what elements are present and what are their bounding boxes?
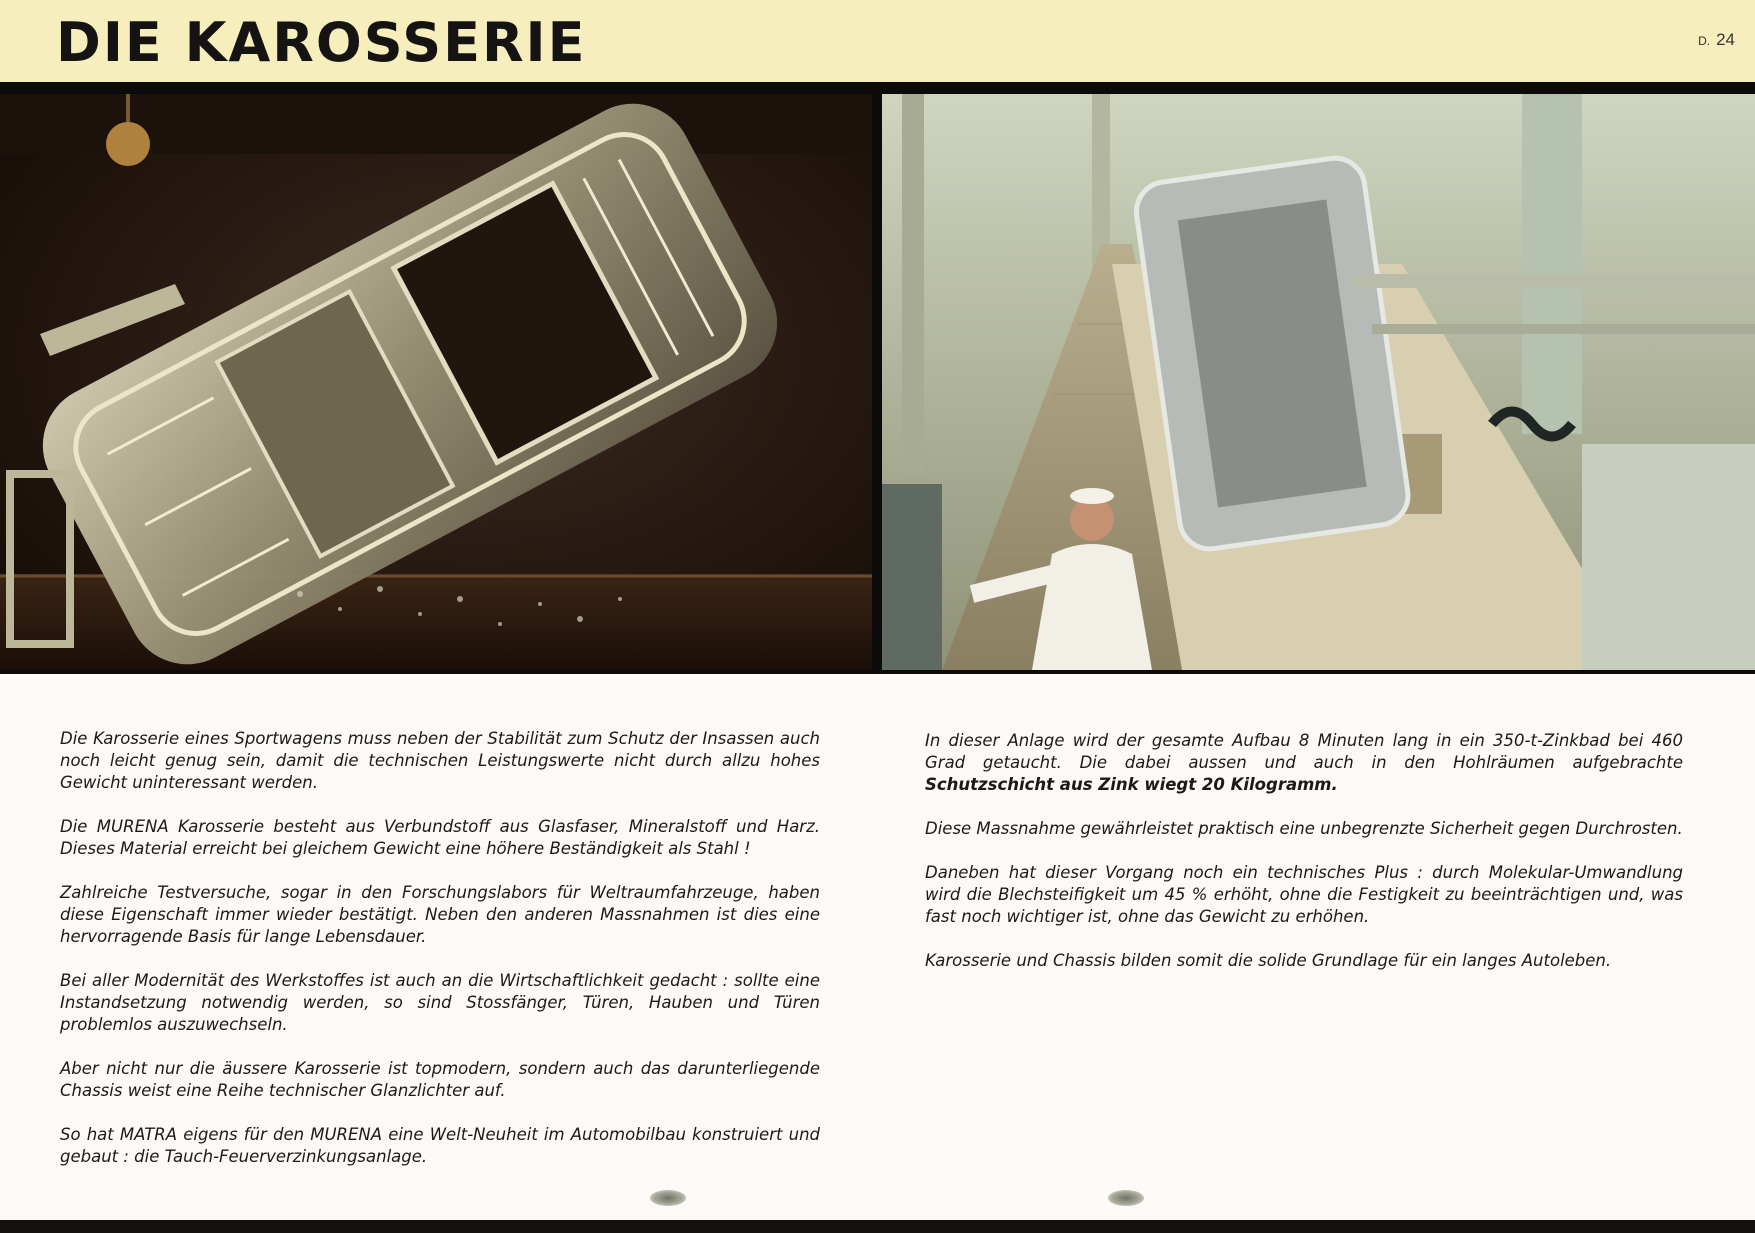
left-paragraph-3: Zahlreiche Testversuche, sogar in den Forschungslabors für Weltraumfahrzeuge, haben diese Eigenschaft immer wieder bestätigt. Neben den anderen Massnahmen ist dies eine hervorragende Basis für lange Lebensdauer. [60, 883, 820, 946]
left-text-column [60, 728, 820, 1190]
right-paragraph-2: Diese Massnahme gewährleistet praktisch eine unbegrenzte Sicherheit gegen Durchrosten. [925, 819, 1683, 838]
page-number [1698, 30, 1735, 50]
page-number-value: 24 [1716, 30, 1735, 49]
galvanizing-plant-photo [882, 94, 1755, 670]
page-title: DIE KAROSSERIE [56, 11, 587, 74]
staple-mark [1108, 1190, 1144, 1206]
car-body-shell-photo [0, 94, 872, 670]
right-paragraph-3: Daneben hat dieser Vorgang noch ein technisches Plus : durch Molekular-Umwandlung wird die Blechsteifigkeit um 45 % erhöht, ohne die Festigkeit zu beeinträchtigen und, was fast noch wichtiger ist, ohne das Gewicht zu erhöhen. [925, 863, 1683, 926]
page-header [0, 0, 1755, 82]
left-paragraph-6: So hat MATRA eigens für den MURENA eine Welt-Neuheit im Automobilbau konstruiert und gebaut : die Tauch-Feuerverzinkungsanlage. [60, 1125, 820, 1166]
galvanizing-plant-illustration [882, 94, 1755, 670]
zinc-layer-highlight: Schutzschicht aus Zink wiegt 20 Kilogramm. [925, 775, 1338, 794]
right-paragraph-1 [925, 730, 1683, 796]
right-paragraph-4: Karosserie und Chassis bilden somit die solide Grundlage für ein langes Autoleben. [925, 951, 1612, 970]
right-paragraph-1-text: In dieser Anlage wird der gesamte Aufbau 8 Minuten lang in ein 350-t-Zinkbad bei 460 Grad getaucht. Die dabei aussen und auch in den Hohlräumen aufgebrachte [925, 731, 1683, 772]
staple-mark [650, 1190, 686, 1206]
left-paragraph-5: Aber nicht nur die äussere Karosserie ist topmodern, sondern auch das darunterliegende Chassis weist eine Reihe technischer Glanzlichter auf. [60, 1059, 820, 1100]
right-text-column [925, 730, 1683, 994]
left-paragraph-1: Die Karosserie eines Sportwagens muss neben der Stabilität zum Schutz der Insassen auch noch leicht genug sein, damit die technischen Leistungswerte nicht durch allzu hohes Gewicht uninteressant werden. [60, 729, 820, 792]
left-paragraph-2: Die MURENA Karosserie besteht aus Verbundstoff aus Glasfaser, Mineralstoff und Harz. Dieses Material erreicht bei gleichem Gewicht eine höhere Beständigkeit als Stahl ! [60, 817, 820, 858]
page-number-prefix: D. [1698, 34, 1711, 48]
left-paragraph-4: Bei aller Modernität des Werkstoffes ist auch an die Wirtschaftlichkeit gedacht : sollte eine Instandsetzung notwendig werden, so sind Stossfänger, Türen, Hauben und Türen problemlos auszuwechseln. [60, 971, 820, 1034]
car-body-shell-illustration [0, 94, 872, 670]
